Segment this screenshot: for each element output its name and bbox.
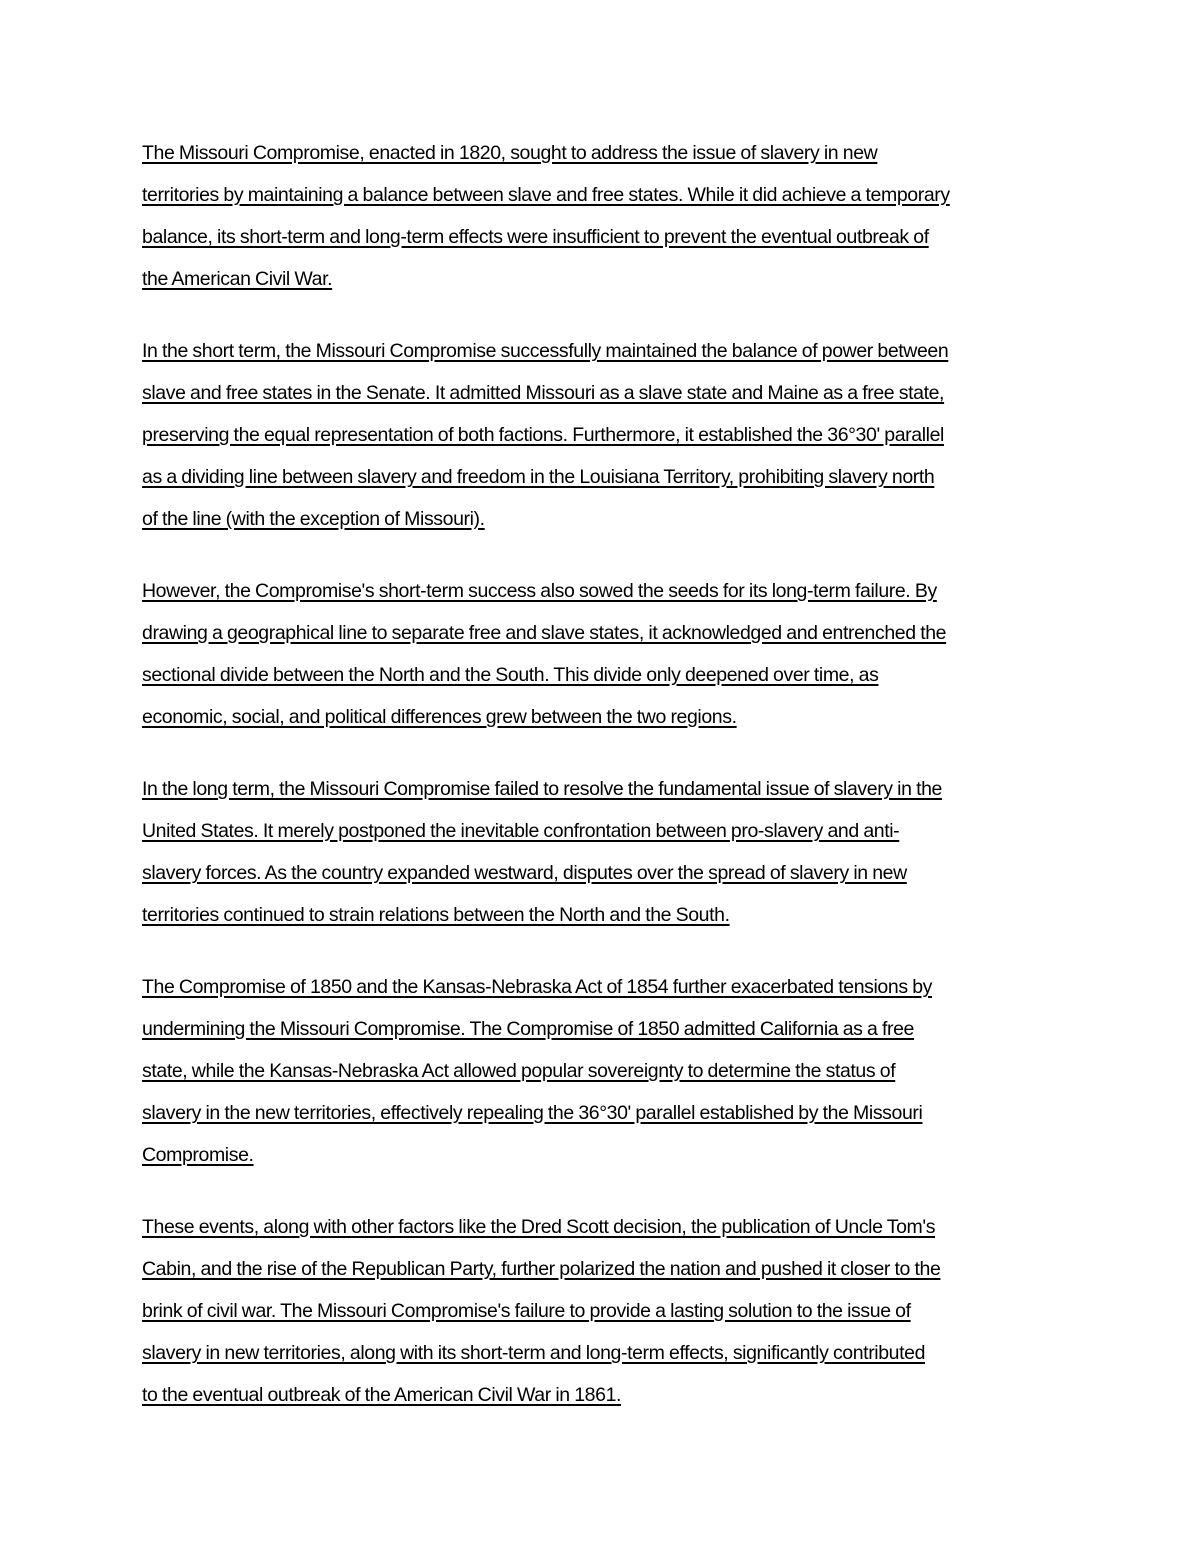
paragraph-long-term-effects: In the long term, the Missouri Compromise failed to resolve the fundamental issue of slavery in the United States. It merely postponed the inevitable confrontation between pro-slavery and anti- slavery forces. As the country expanded westward, disputes over the spread of slavery in new territories continued to strain relations between the North and the South.	[142, 778, 942, 926]
document-body	[142, 132, 1062, 1446]
paragraph-sectional-divide: However, the Compromise's short-term success also sowed the seeds for its long-term failure. By drawing a geographical line to separate free and slave states, it acknowledged and entrenched the sectional divide between the North and the South. This divide only deepened over time, as economic, social, and political differences grew between the two regions.	[142, 580, 947, 728]
paragraph-introduction: The Missouri Compromise, enacted in 1820, sought to address the issue of slavery in new territories by maintaining a balance between slave and free states. While it did achieve a temporary balance, its short-term and long-term effects were insufficient to prevent the eventual outbreak of the American Civil War.	[142, 142, 950, 290]
paragraph-compromise-1850: The Compromise of 1850 and the Kansas-Nebraska Act of 1854 further exacerbated tensions by undermining the Missouri Compromise. The Compromise of 1850 admitted California as a free state, while the Kansas-Nebraska Act allowed popular sovereignty to determine the status of slavery in the new territories, effectively repealing the 36°30' parallel established by the Missouri Compromise.	[142, 976, 932, 1166]
paragraph-conclusion: These events, along with other factors like the Dred Scott decision, the publication of Uncle Tom's Cabin, and the rise of the Republican Party, further polarized the nation and pushed it closer to the brink of civil war. The Missouri Compromise's failure to provide a lasting solution to the issue of slavery in new territories, along with its short-term and long-term effects, significantly contributed to the eventual outbreak of the American Civil War in 1861.	[142, 1216, 941, 1406]
paragraph-short-term-effects: In the short term, the Missouri Compromise successfully maintained the balance of power between slave and free states in the Senate. It admitted Missouri as a slave state and Maine as a free state, preserving the equal representation of both factions. Furthermore, it established the 36°30' parallel as a dividing line between slavery and freedom in the Louisiana Territory, prohibiting slavery north of the line (with the exception of Missouri).	[142, 340, 949, 530]
